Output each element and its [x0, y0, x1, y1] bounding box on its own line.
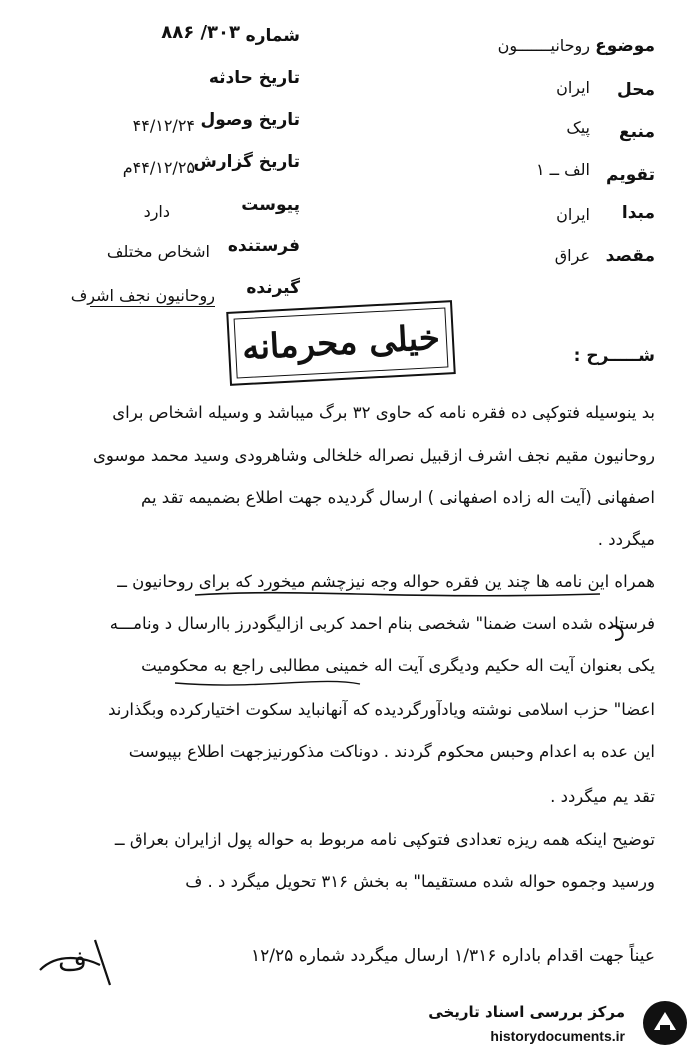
- sharh-label: شـــــرح :: [573, 346, 655, 366]
- body-p1-line1: بد ینوسیله فتوکپی ده فقره نامه که حاوی ۳۲ برگ میباشد و وسیله اشخاص برای: [112, 403, 655, 422]
- body-p3-line1: توضیح اینکه همه ریزه تعدادی فتوکپی نامه مربوط به حواله پول ازایران بعراق ــ: [114, 830, 655, 849]
- number-label: شماره: [245, 26, 300, 46]
- body-p2-line4: اعضا" حزب اسلامی نوشته ویادآورگردیده که آنهانباید سکوت اختیارکرده وبگذارند: [108, 700, 655, 719]
- recipient-label: گیرنده: [246, 278, 300, 298]
- receipt-date-value: ۴۴/۱۲/۲۴: [132, 116, 195, 135]
- body-p2-line6: تقد یم میگردد .: [550, 787, 655, 806]
- margin-tick: [610, 626, 623, 640]
- body-p1-line3: اصفهانی (آیت اله زاده اصفهانی ) ارسال گردیده جهت اطلاع بضمیمه تقد یم: [140, 488, 655, 507]
- report-date-label: تاریخ گزارش: [193, 152, 300, 172]
- underline-mark-p2: [195, 593, 600, 596]
- watermark-url: historydocuments.ir: [490, 1028, 625, 1044]
- body-p1-line4: میگردد .: [597, 530, 655, 549]
- body-p2-line3: یکی بعنوان آیت اله حکیم ودیگری آیت اله خمینی مطالبی راجع به محکومیت: [141, 656, 655, 675]
- receipt-date-label: تاریخ وصول: [200, 110, 300, 130]
- sender-value: اشخاص مختلف: [106, 242, 210, 261]
- body-p2-line2: فرستاده شده است ضمنا" شخصی بنام احمد کربی ازالیگودرز باارسال د ونامـــه: [109, 614, 655, 633]
- origin-label: مبدا: [621, 203, 655, 223]
- watermark-title: مرکز بررسی اسناد تاریخی: [428, 1003, 625, 1021]
- number-value: ۳۰۳/ ۸۸۶: [161, 22, 240, 43]
- body-p3-line2: ورسید وجموه حواله شده مستقیما" به بخش ۳۱۶ تحویل میگرد د . ف: [185, 872, 655, 891]
- attachment-label: پیوست: [241, 195, 300, 215]
- underline-mark-name: [175, 681, 360, 685]
- destination-value: عراق: [554, 246, 590, 265]
- stamp-text: خیلی محرمانه: [241, 317, 441, 369]
- body-p2-line5: این عده به اعدام وحبس محکوم گردند . دوناکت مذکورنیزجهت اطلاع بپیوست: [128, 742, 655, 761]
- source-label: منبع: [618, 122, 655, 142]
- subject-label: موضوع: [595, 36, 655, 56]
- incident-date-label: تاریخ حادثه: [208, 68, 300, 88]
- archive-logo-icon: [640, 998, 690, 1048]
- footnote-signature: ف: [58, 944, 88, 977]
- place-value: ایران: [556, 78, 590, 97]
- footnote-text: عیناً جهت اقدام باداره ۱/۳۱۶ ارسال میگردد شماره ۱۲/۲۵: [251, 946, 655, 966]
- body-p1-line2: روحانیون مقیم نجف اشرف ازقبیل نصراله خلخالی وشاهرودی وسید محمد موسوی: [93, 446, 655, 465]
- rating-label: تقویم: [606, 165, 655, 185]
- body-p2-line1: همراه این نامه ها چند ین فقره حواله وجه نیزچشم میخورد که برای روحانیون ــ: [117, 572, 655, 591]
- origin-value: ایران: [556, 205, 590, 224]
- destination-label: مقصد: [605, 246, 655, 266]
- recipient-value: روحانیون نجف اشرف: [70, 286, 215, 305]
- subject-value: روحانیـــــــون: [497, 36, 590, 55]
- source-value: پیک: [566, 118, 590, 137]
- place-label: محل: [617, 80, 655, 100]
- rating-value: الف ــ ۱: [535, 160, 590, 179]
- attachment-value: دارد: [143, 202, 170, 221]
- sender-label: فرستنده: [227, 236, 300, 256]
- report-date-value: ۴۴/۱۲/۲۵م: [122, 158, 195, 177]
